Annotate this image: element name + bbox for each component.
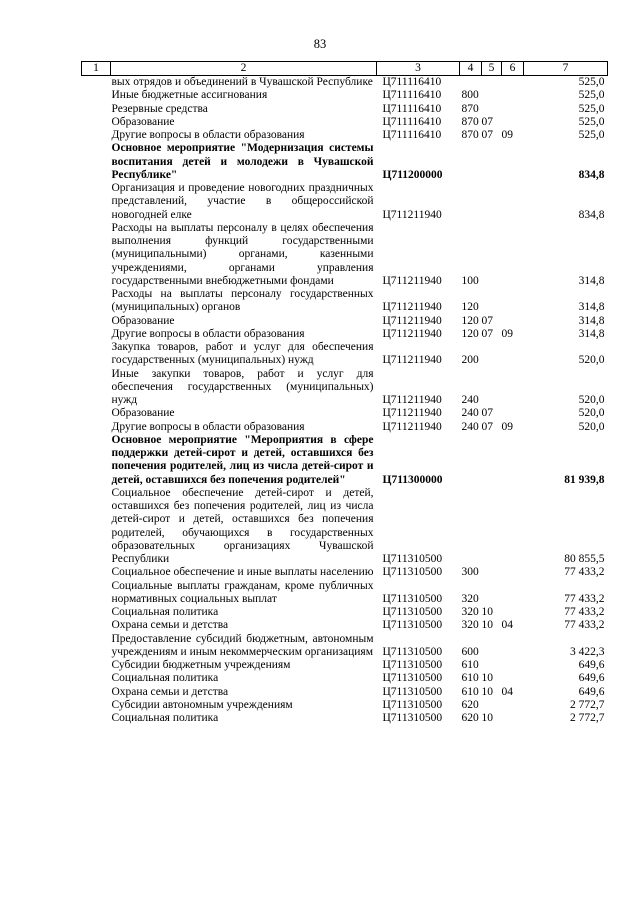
cell-amount: 77 433,2 [564,592,605,605]
cell-amount: 314,8 [578,274,605,287]
cell-subsection [502,672,524,685]
cell-num [82,487,111,567]
cell-name: Субсидии бюджетным учреждениям [111,659,291,671]
cell-amount: 834,8 [578,208,605,221]
cell-section: 07 [481,407,493,420]
cell-section: 07 [481,420,493,433]
cell-target-code: Ц711116410 [382,115,442,128]
cell-expense-type: 240 [461,394,479,406]
cell-section: 07 [481,327,493,340]
cell-section [482,222,502,288]
cell-target-code: Ц711211940 [382,208,442,221]
cell-num [82,76,111,90]
table-row [82,686,608,699]
cell-expense-type [460,434,482,487]
cell-subsection: 04 [501,685,513,698]
cell-expense-type: 320 [461,619,479,632]
cell-amount: 649,6 [578,659,605,671]
table-row [82,89,608,102]
cell-num [82,222,111,288]
cell-subsection [502,407,524,420]
cell-subsection [502,288,524,315]
table-row [82,315,608,328]
cell-num [82,328,111,341]
cell-target-code: Ц711116410 [382,129,442,141]
cell-target-code: Ц711310500 [382,712,443,724]
cell-subsection [502,566,524,579]
cell-section [482,633,502,660]
table-row [82,142,608,182]
cell-target-code: Ц711310500 [382,553,443,565]
cell-section [482,699,502,712]
cell-subsection [502,712,524,725]
cell-num [82,659,111,672]
cell-section [482,89,502,102]
cell-target-code: Ц711300000 [382,473,443,486]
cell-expense-type: 100 [461,274,479,287]
cell-target-code: Ц711310500 [382,619,443,632]
cell-num [82,182,111,222]
cell-section [482,76,502,90]
table-row [82,487,608,567]
cell-section: 10 [481,672,493,685]
cell-num [82,368,111,408]
cell-num [82,288,111,315]
table-row [82,606,608,619]
cell-target-code: Ц711211940 [382,420,442,433]
table-row [82,619,608,632]
cell-target-code: Ц711310500 [382,606,443,618]
cell-section [482,580,502,607]
header-col-7: 7 [524,62,608,76]
cell-subsection: 04 [501,619,513,632]
cell-amount: 3 422,3 [570,645,605,658]
cell-subsection: 09 [501,420,513,433]
cell-expense-type: 240 [461,407,479,420]
cell-subsection [502,699,524,712]
table-row [82,566,608,579]
cell-target-code: Ц711310500 [382,672,443,685]
cell-expense-type: 870 [461,129,479,141]
cell-target-code: Ц711310500 [382,645,443,658]
cell-num [82,566,111,579]
header-col-2: 2 [111,62,377,76]
cell-expense-type: 610 [461,659,479,671]
table-row [82,76,608,90]
cell-expense-type: 870 [461,115,479,128]
cell-amount: 525,0 [578,89,605,102]
cell-expense-type: 870 [461,102,479,115]
cell-num [82,129,111,142]
cell-expense-type: 240 [461,420,479,433]
cell-name: Организация и проведение новогодних праздничных представлений, участие в общероссийской новогодней елке [111,182,374,221]
table-row [82,699,608,712]
cell-name: Социальная политика [111,606,219,618]
cell-name: Субсидии автономным учреждениям [111,698,293,711]
cell-section [482,341,502,368]
cell-num [82,315,111,328]
cell-target-code: Ц711116410 [382,89,442,102]
cell-amount: 525,0 [578,129,605,141]
table-body [82,76,608,726]
cell-expense-type: 320 [461,606,479,618]
cell-num [82,116,111,129]
cell-name: вых отрядов и объединений в Чувашской Республике [111,76,373,88]
cell-num [82,699,111,712]
cell-subsection [502,142,524,182]
cell-name: Образование [111,407,175,420]
cell-section [482,659,502,672]
cell-amount: 2 772,7 [570,698,605,711]
header-row [82,62,608,76]
cell-num [82,103,111,116]
cell-section [482,566,502,579]
table-row [82,341,608,368]
cell-subsection [502,434,524,487]
table-row [82,712,608,725]
cell-target-code: Ц711211940 [382,301,442,314]
cell-name: Расходы на выплаты персоналу государственных (муниципальных) органов [111,288,374,314]
cell-amount: 77 433,2 [564,619,605,632]
cell-num [82,421,111,434]
cell-name: Иные закупки товаров, работ и услуг для обеспечения государственных (муниципальных) нужд [111,367,374,406]
cell-expense-type: 200 [461,354,479,367]
cell-section: 07 [481,314,493,327]
cell-amount: 520,0 [578,394,605,406]
cell-name: Социальная политика [111,672,219,685]
cell-subsection: 09 [501,327,513,340]
cell-amount: 520,0 [578,407,605,420]
cell-section: 10 [481,619,493,632]
cell-section [482,182,502,222]
cell-subsection [502,487,524,567]
table-row [82,129,608,142]
cell-subsection [502,580,524,607]
cell-section [482,103,502,116]
table-row [82,368,608,408]
cell-num [82,142,111,182]
table-row [82,633,608,660]
cell-subsection [502,76,524,90]
cell-subsection: 09 [501,129,513,141]
cell-name: Закупка товаров, работ и услуг для обеспечения государственных (муниципальных) нужд [111,341,374,367]
cell-expense-type: 320 [461,592,479,605]
table-row [82,580,608,607]
cell-section: 07 [481,129,493,141]
cell-target-code: Ц711211940 [382,314,442,327]
cell-subsection [502,659,524,672]
cell-target-code: Ц711310500 [382,592,443,605]
budget-table [81,61,608,725]
cell-expense-type [460,142,482,182]
cell-amount: 314,8 [578,314,605,327]
cell-amount: 77 433,2 [564,606,605,618]
cell-expense-type: 120 [461,314,479,327]
cell-amount: 834,8 [578,168,605,181]
cell-target-code: Ц711211940 [382,327,442,340]
cell-target-code: Ц711211940 [382,394,442,406]
table-row [82,288,608,315]
cell-expense-type: 610 [461,672,479,685]
cell-subsection [502,633,524,660]
cell-name: Другие вопросы в области образования [111,327,305,340]
cell-amount: 80 855,5 [564,553,605,565]
cell-subsection [502,182,524,222]
cell-name: Образование [111,314,175,327]
cell-section [482,434,502,487]
cell-subsection [502,606,524,619]
cell-amount: 77 433,2 [564,566,605,579]
cell-section: 10 [481,712,493,724]
cell-expense-type [460,487,482,567]
cell-num [82,434,111,487]
header-col-1: 1 [82,62,111,76]
cell-expense-type: 620 [461,698,479,711]
cell-name: Социальное обеспечение и иные выплаты населению [111,566,374,579]
cell-num [82,606,111,619]
cell-name: Социальное обеспечение детей-сирот и детей, оставшихся без попечения родителей, лиц из числа детей-сирот и детей, оставшихся без попечения родителей, обучающихся в государственных образовательных организациях Чувашской Республики [111,486,374,565]
cell-name: Расходы на выплаты персоналу в целях обеспечения выполнения функций государственными (муниципальными) органами, казенными учреждениями, органами управления государственными внебюджетными фондами [111,221,374,287]
cell-amount: 81 939,8 [564,473,605,486]
cell-expense-type: 620 [461,712,479,724]
cell-target-code: Ц711310500 [382,566,443,579]
cell-amount: 2 772,7 [570,712,605,724]
cell-expense-type: 120 [461,301,479,314]
cell-amount: 520,0 [578,354,605,367]
cell-section [482,487,502,567]
cell-num [82,672,111,685]
cell-num [82,712,111,725]
cell-section [482,142,502,182]
cell-num [82,633,111,660]
cell-section [482,288,502,315]
cell-target-code: Ц711310500 [382,698,443,711]
cell-expense-type: 600 [461,645,479,658]
cell-expense-type: 120 [461,327,479,340]
cell-target-code: Ц711116410 [382,102,442,115]
cell-subsection [502,341,524,368]
cell-target-code: Ц711211940 [382,407,442,420]
cell-section: 07 [481,115,493,128]
cell-num [82,686,111,699]
cell-name: Основное мероприятие "Модернизация системы воспитания детей и молодежи в Чувашской Республике" [111,142,374,181]
cell-name: Предоставление субсидий бюджетным, автономным учреждениям и иным некоммерческим организациям [111,632,374,658]
table-row [82,659,608,672]
cell-name: Образование [111,115,175,128]
cell-subsection [502,89,524,102]
cell-num [82,407,111,420]
table-row [82,222,608,288]
page-number: 83 [313,37,327,51]
cell-section: 10 [481,606,493,618]
cell-expense-type: 610 [461,685,479,698]
cell-num [82,619,111,632]
cell-target-code: Ц711116410 [382,76,442,88]
cell-amount: 525,0 [578,115,605,128]
table-row [82,103,608,116]
table-row [82,672,608,685]
table-row [82,182,608,222]
cell-expense-type [460,182,482,222]
cell-name: Социальные выплаты гражданам, кроме публичных нормативных социальных выплат [111,579,374,605]
cell-name: Другие вопросы в области образования [111,420,305,433]
table-row [82,434,608,487]
table-row [82,116,608,129]
cell-name: Охрана семьи и детства [111,685,229,698]
cell-amount: 525,0 [578,76,605,88]
cell-target-code: Ц711211940 [382,274,442,287]
header-col-3: 3 [377,62,460,76]
cell-amount: 520,0 [578,420,605,433]
cell-amount: 314,8 [578,327,605,340]
cell-amount: 314,8 [578,301,605,314]
table-header [82,62,608,76]
cell-name: Охрана семьи и детства [111,619,229,632]
cell-target-code: Ц711200000 [382,168,443,181]
cell-subsection [502,116,524,129]
cell-target-code: Ц711310500 [382,685,443,698]
cell-num [82,580,111,607]
cell-section [482,368,502,408]
header-col-5: 5 [482,62,502,76]
cell-expense-type: 300 [461,566,479,579]
cell-target-code: Ц711310500 [382,659,443,671]
cell-subsection [502,103,524,116]
cell-amount: 525,0 [578,102,605,115]
cell-subsection [502,368,524,408]
header-col-4: 4 [460,62,482,76]
cell-num [82,89,111,102]
header-col-6: 6 [502,62,524,76]
cell-num [82,341,111,368]
cell-name: Резервные средства [111,102,208,115]
table-row [82,407,608,420]
cell-amount: 649,6 [578,685,605,698]
cell-name: Иные бюджетные ассигнования [111,89,268,102]
cell-section: 10 [481,685,493,698]
cell-subsection [502,222,524,288]
cell-expense-type: 800 [461,89,479,102]
cell-name: Другие вопросы в области образования [111,129,305,141]
cell-name: Основное мероприятие "Мероприятия в сфере поддержки детей-сирот и детей, оставшихся без попечения родителей, лиц из числа детей-сирот и детей, оставшихся без попечения родителей" [111,433,374,486]
cell-amount: 649,6 [578,672,605,685]
cell-name: Социальная политика [111,712,219,724]
table-row [82,328,608,341]
table-row [82,421,608,434]
cell-subsection [502,315,524,328]
cell-target-code: Ц711211940 [382,354,442,367]
cell-expense-type [460,76,482,90]
